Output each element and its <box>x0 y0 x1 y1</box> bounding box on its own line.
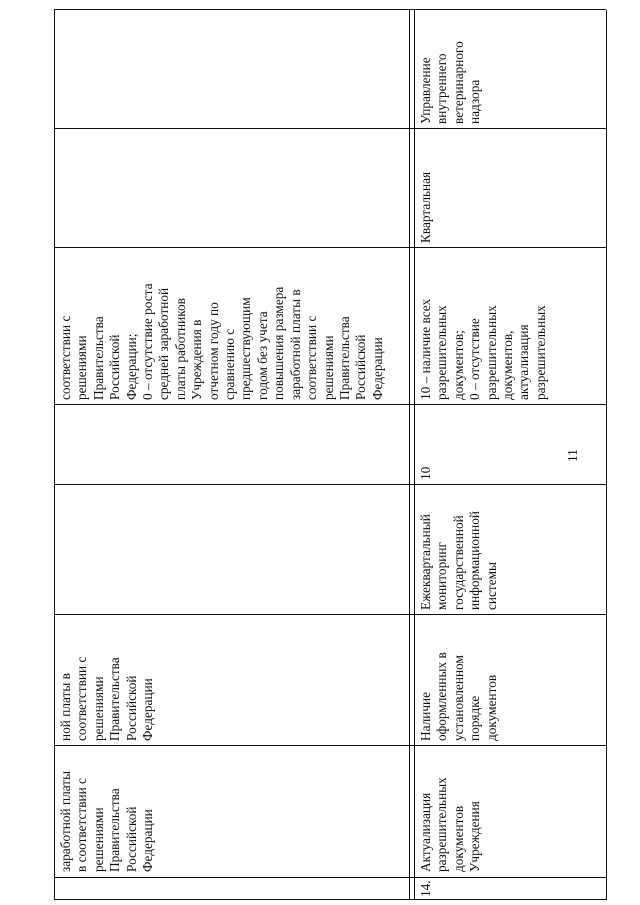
page-number: 11 <box>565 449 580 462</box>
row2-col6: Квартальная <box>418 171 433 243</box>
col-line-6 <box>54 247 606 248</box>
row2-num: 14. <box>418 880 433 897</box>
table-border-bottom <box>606 10 607 900</box>
row1-col2: ной платы в соответствии с решениями Правительства Российской Федерации <box>58 656 156 741</box>
row2-col1: Актуализация разрешительных документов Учреждения <box>418 777 483 872</box>
col-line-4 <box>54 484 606 485</box>
row2-col2: Наличие оформленных в установленном порядке документов <box>418 652 499 741</box>
col-line-5 <box>54 404 606 405</box>
table-row-divider <box>414 10 415 900</box>
col-line-0 <box>54 899 606 900</box>
col-line-2 <box>54 745 606 746</box>
col-line-7 <box>54 128 606 129</box>
col-line-1 <box>54 877 606 878</box>
row2-col7: Управление внутреннего ветеринарного надзора <box>418 41 483 124</box>
row1-col1: заработной платы в соответствии с решениями Правительства Российской Федерации <box>58 770 156 872</box>
col-line-8 <box>54 9 606 10</box>
row1-col5: соответствии с решениями Правительства Российской Федерации; 0 – отсутствие роста средней заработной платы работников Учреждения в отчетном году по сравнению с предшествующим годом без учета повышения размера заработной платы в соответствии с решениями Правительства Российской Федерации <box>58 283 385 400</box>
table-border-top <box>54 10 55 900</box>
table-row-divider-2 <box>409 10 410 900</box>
row2-col4: 10 <box>418 466 433 480</box>
row2-col5: 10 – наличие всех разрешительных документов; 0 – отсутствие разрешительных документов, актуализация разрешительных <box>418 298 548 400</box>
row2-col3: Ежеквартальный мониторинг государственной информационной системы <box>418 510 499 610</box>
col-line-3 <box>54 614 606 615</box>
